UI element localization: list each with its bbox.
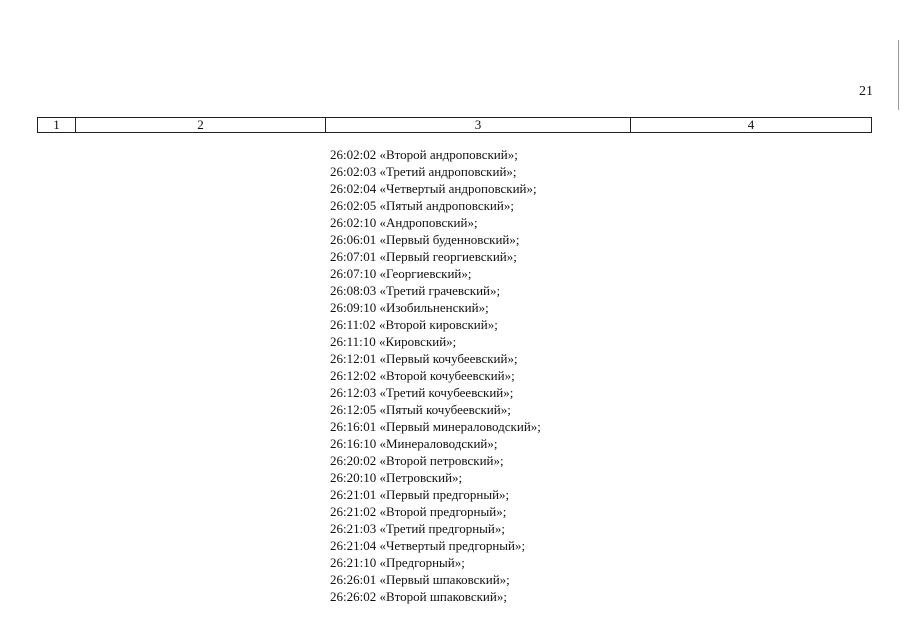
list-item: 26:16:10 «Минераловодский»; — [330, 436, 498, 451]
list-item: 26:07:10 «Георгиевский»; — [330, 266, 472, 281]
page-edge-line — [898, 40, 899, 110]
list-item: 26:12:02 «Второй кочубеевский»; — [330, 368, 515, 383]
list-item: 26:12:05 «Пятый кочубеевский»; — [330, 402, 511, 417]
list-item: 26:12:03 «Третий кочубеевский»; — [330, 385, 514, 400]
list-item: 26:16:01 «Первый минераловодский»; — [330, 419, 541, 434]
column-number-2: 2 — [76, 118, 326, 132]
list-item: 26:21:10 «Предгорный»; — [330, 555, 465, 570]
list-item: 26:02:02 «Второй андроповский»; — [330, 147, 518, 162]
cadastral-district-list — [330, 146, 541, 605]
list-item: 26:20:02 «Второй петровский»; — [330, 453, 504, 468]
list-item: 26:20:10 «Петровский»; — [330, 470, 463, 485]
list-item: 26:02:04 «Четвертый андроповский»; — [330, 181, 537, 196]
list-item: 26:06:01 «Первый буденновский»; — [330, 232, 520, 247]
table-header-row — [37, 117, 872, 133]
list-item: 26:07:01 «Первый георгиевский»; — [330, 249, 517, 264]
list-item: 26:26:02 «Второй шпаковский»; — [330, 589, 507, 604]
list-item: 26:12:01 «Первый кочубеевский»; — [330, 351, 518, 366]
list-item: 26:26:01 «Первый шпаковский»; — [330, 572, 510, 587]
list-item: 26:02:05 «Пятый андроповский»; — [330, 198, 514, 213]
column-number-4: 4 — [747, 117, 755, 132]
list-item: 26:09:10 «Изобильненский»; — [330, 300, 489, 315]
list-item: 26:21:03 «Третий предгорный»; — [330, 521, 505, 536]
list-item: 26:02:10 «Андроповский»; — [330, 215, 478, 230]
list-item: 26:11:02 «Второй кировский»; — [330, 317, 498, 332]
list-item: 26:21:01 «Первый предгорный»; — [330, 487, 510, 502]
list-item: 26:21:02 «Второй предгорный»; — [330, 504, 507, 519]
list-item: 26:02:03 «Третий андроповский»; — [330, 164, 517, 179]
column-number-1: 1 — [38, 118, 76, 132]
list-item: 26:08:03 «Третий грачевский»; — [330, 283, 501, 298]
list-item: 26:11:10 «Кировский»; — [330, 334, 457, 349]
column-number-3: 3 — [326, 118, 631, 132]
page-number: 21 — [859, 84, 873, 99]
list-item: 26:21:04 «Четвертый предгорный»; — [330, 538, 526, 553]
